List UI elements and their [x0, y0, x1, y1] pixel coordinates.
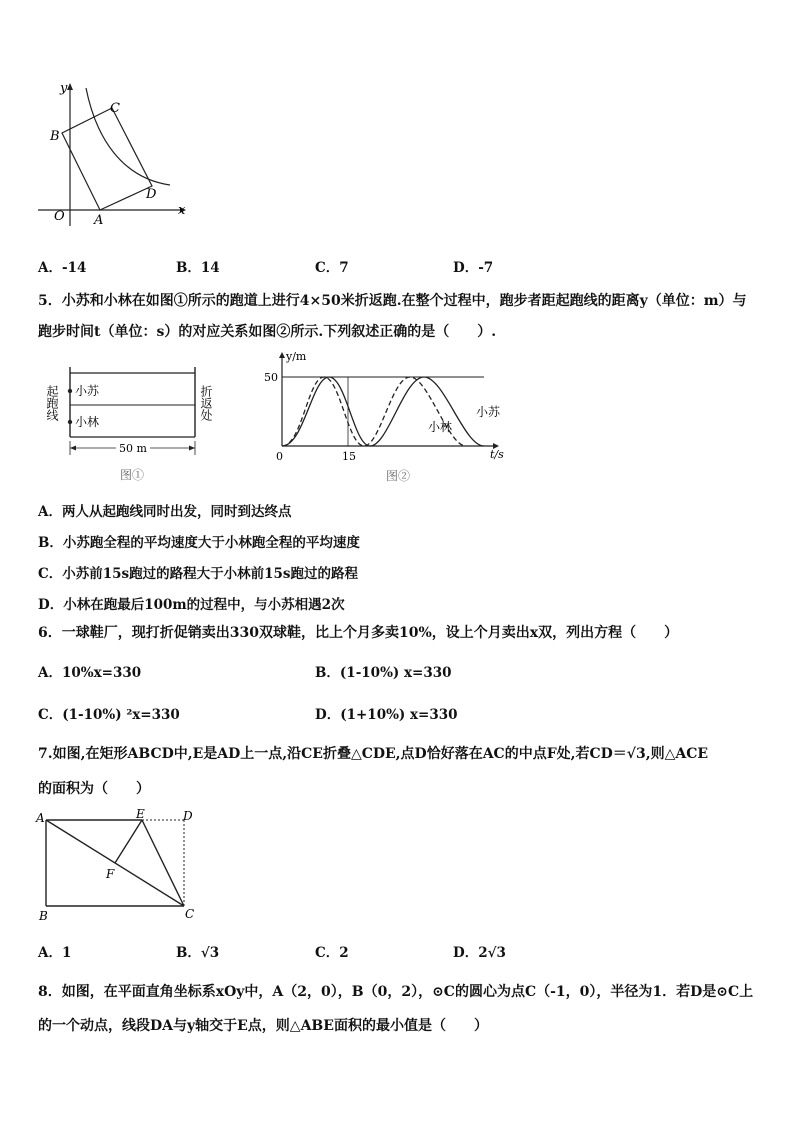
q4-label-a: A	[94, 213, 104, 228]
q4-option-b: B．14	[176, 260, 220, 276]
q4-option-a: A．-14	[38, 260, 87, 276]
q5-stem-line1: 5．小苏和小林在如图①所示的跑道上进行4×50米折返跑.在整个过程中，跑步者距起跑线的距离y（单位：m）与	[38, 293, 747, 309]
q7-label-b: B	[39, 909, 48, 923]
q7-option-a: A．1	[38, 945, 72, 961]
q6-option-a: A．10%x=330	[38, 665, 142, 681]
q7-segment-ef	[115, 820, 142, 863]
q5-option-b: B．小苏跑全程的平均速度大于小林跑全程的平均速度	[38, 535, 360, 551]
q7-label-f: F	[106, 867, 115, 881]
q4-label-x: x	[178, 203, 186, 218]
q4-option-c: C．7	[315, 260, 349, 276]
q7-option-d: D．2√3	[453, 945, 506, 961]
q5-fig2-xlabel: t/s	[490, 448, 504, 461]
q5-start-label: 起跑线	[45, 385, 59, 421]
q6-stem: 6．一球鞋厂，现打折促销卖出330双球鞋，比上个月多卖10%，设上个月卖出x双，列出方程（ ）	[38, 625, 679, 641]
q5-runner1-dot	[68, 389, 72, 393]
q7-stem-line1: 7.如图,在矩形ABCD中,E是AD上一点,沿CE折叠△CDE,点D恰好落在AC的中点F处,若CD＝√3,则△ACE	[38, 746, 709, 762]
q7-option-c: C．2	[315, 945, 349, 961]
q7-rectangle-figure	[34, 808, 214, 923]
q4-label-b: B	[50, 129, 60, 144]
q5-fig2-series1-label: 小苏	[476, 405, 501, 419]
q8-stem-line2: 的一个动点，线段DA与y轴交于E点，则△ABE面积的最小值是（ ）	[38, 1018, 488, 1034]
q4-label-d: D	[146, 187, 157, 202]
q7-label-d: D	[183, 809, 193, 823]
q7-label-c: C	[185, 907, 195, 921]
q5-option-c: C．小苏前15s跑过的路程大于小林前15s跑过的路程	[38, 566, 359, 582]
q7-label-a: A	[36, 811, 45, 825]
q5-figure1-track	[40, 355, 230, 485]
q5-fig2-x-tick: 15	[342, 450, 356, 463]
q5-runner1-label: 小苏	[75, 384, 100, 398]
q4-label-y: y	[60, 81, 68, 96]
q4-hyperbola	[86, 88, 170, 185]
q6-option-d: D．(1+10%) x=330	[315, 707, 458, 723]
q8-stem-line1: 8．如图，在平面直角坐标系xOy中，A（2，0），B（0，2），⊙C的圆心为点C（-1，0），半径为1．若D是⊙C上	[38, 984, 754, 1000]
q5-runner2-label: 小林	[75, 415, 100, 429]
q5-figure1-caption: 图①	[120, 468, 145, 482]
q5-option-a: A．两人从起跑线同时出发，同时到达终点	[38, 504, 292, 520]
q7-option-b: B．√3	[176, 945, 220, 961]
q5-runner2-dot	[68, 420, 72, 424]
q4-graph	[30, 78, 200, 228]
q5-fig2-origin: 0	[276, 450, 283, 463]
q7-label-e: E	[136, 807, 145, 821]
q5-stem-line2: 跑步时间t（单位：s）的对应关系如图②所示.下列叙述正确的是（ ）.	[38, 324, 497, 340]
q4-label-o: O	[54, 209, 65, 224]
q6-option-c: C．(1-10%) ²x=330	[38, 707, 180, 723]
q5-figure2-caption: 图②	[386, 469, 411, 483]
q5-series-xiaosu	[282, 377, 484, 446]
q5-option-d: D．小林在跑最后100m的过程中，与小苏相遇2次	[38, 597, 345, 613]
q5-fig2-ylabel: y/m	[286, 350, 307, 363]
q5-turn-label: 折返处	[199, 385, 213, 421]
q5-fig2-y-tick: 50	[264, 371, 278, 384]
q4-option-d: D．-7	[453, 260, 494, 276]
q7-stem-line2: 的面积为（ ）	[38, 781, 150, 797]
q5-fig2-series2-label: 小林	[428, 420, 453, 434]
q4-label-c: C	[110, 101, 120, 116]
q4-rectangle	[62, 108, 152, 210]
q4-y-arrow	[67, 83, 73, 90]
q5-length-label: 50 m	[119, 442, 147, 455]
q6-option-b: B．(1-10%) x=330	[315, 665, 452, 681]
q5-figure2-graph	[264, 350, 508, 486]
